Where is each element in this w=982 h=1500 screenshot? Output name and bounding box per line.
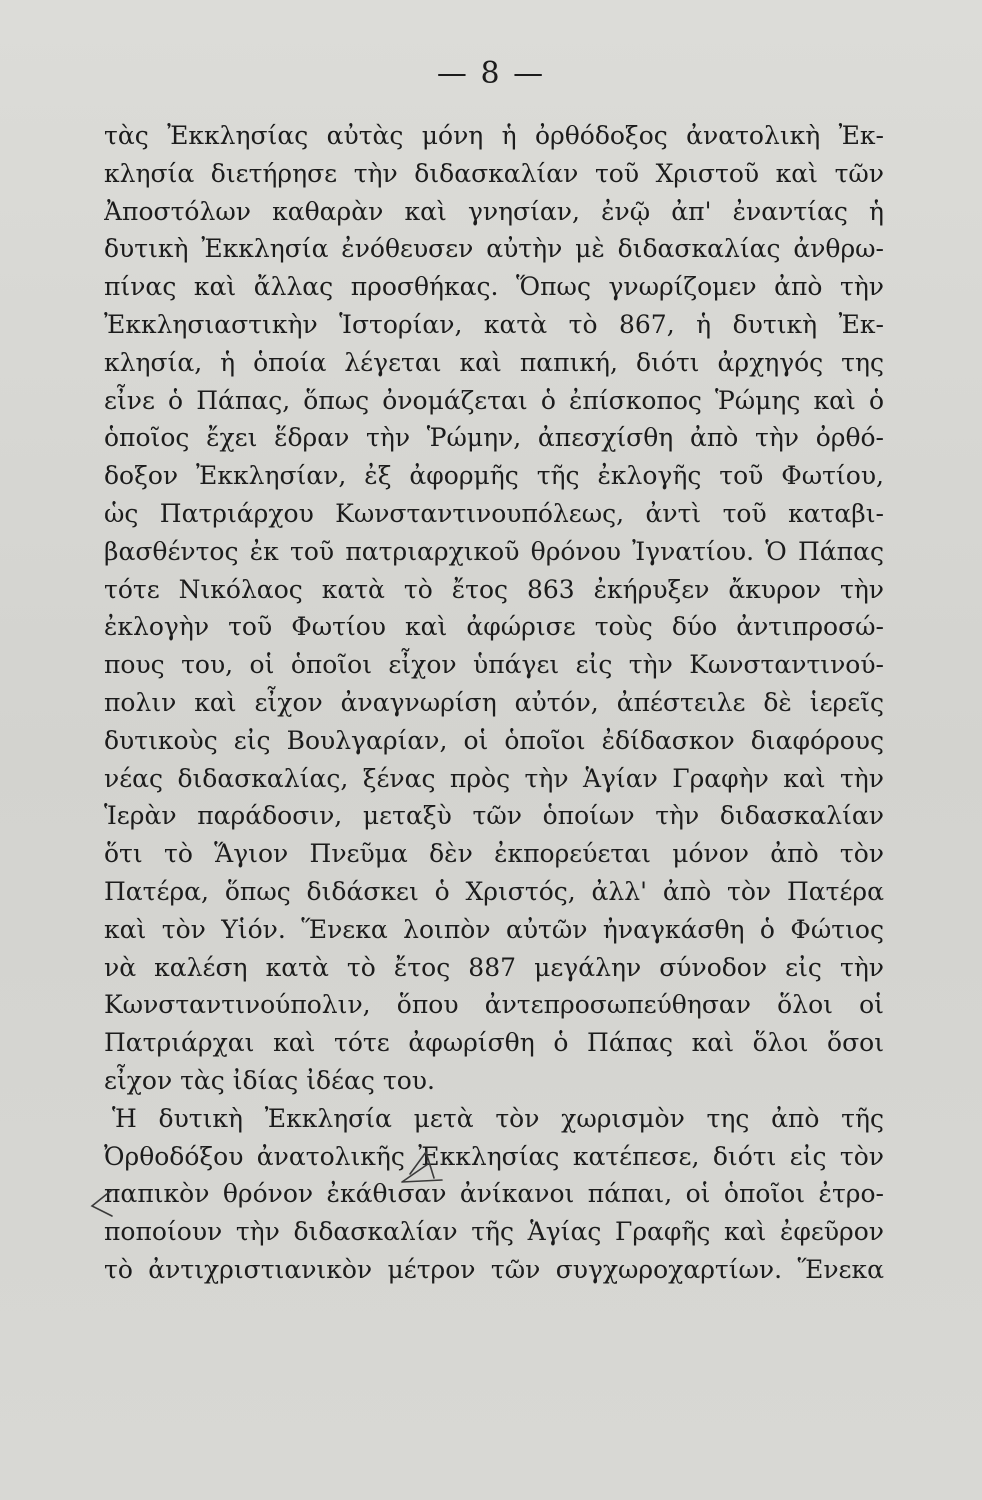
text-line: νὰ καλέση κατὰ τὸ ἔτος 887 μεγάλην σύνοδον εἰς τὴν (104, 952, 884, 982)
text-line: Ὀρθοδόξου ἀνατολικῆς Ἐκκλησίας κατέπεσε, διότι εἰς τὸν (104, 1141, 884, 1171)
text-line: εἶνε ὁ Πάπας, ὅπως ὀνομάζεται ὁ ἐπίσκοπος Ῥώμης καὶ ὁ (104, 385, 884, 415)
text-line: τότε Νικόλαος κατὰ τὸ ἔτος 863 ἐκήρυξεν ἄκυρον τὴν (104, 574, 884, 604)
text-line: τὰς Ἐκκλησίας αὐτὰς μόνη ἡ ὀρθόδοξος ἀνατολικὴ Ἐκ- (104, 121, 884, 150)
text-line: δυτικοὺς εἰς Βουλγαρίαν, οἱ ὁποῖοι ἐδίδασκον διαφόρους (104, 725, 884, 755)
paragraph-end-line: εἶχον τὰς ἰδίας ἰδέας του. (104, 1065, 435, 1095)
text-line: Πατέρα, ὅπως διδάσκει ὁ Χριστός, ἀλλ' ἀπὸ τὸν Πατέρα (104, 876, 884, 906)
text-line: ποποίουν τὴν διδασκαλίαν τῆς Ἁγίας Γραφῆς καὶ ἐφεῦρον (104, 1217, 884, 1247)
text-line: παπικὸν θρόνον ἐκάθισαν ἀνίκανοι πάπαι, οἱ ὁποῖοι ἐτρο- (104, 1179, 884, 1209)
text-line: Ἀποστόλων καθαρὰν καὶ γνησίαν, ἐνῷ ἀπ' ἐναντίας ἡ (104, 196, 884, 226)
text-line: Ἐκκλησιαστικὴν Ἱστορίαν, κατὰ τὸ 867, ἡ δυτικὴ Ἐκ- (104, 309, 884, 339)
text-line: ὡς Πατριάρχου Κωνσταντινουπόλεως, ἀντὶ τοῦ καταβι- (104, 498, 884, 528)
body-text (104, 117, 884, 1289)
text-line: νέας διδασκαλίας, ξένας πρὸς τὴν Ἁγίαν Γραφὴν καὶ τὴν (104, 763, 884, 793)
text-line: Κωνσταντινούπολιν, ὅπου ἀντεπροσωπεύθησαν ὅλοι οἱ (104, 990, 884, 1020)
paragraph-start-line: Ἡ δυτικὴ Ἐκκλησία μετὰ τὸν χωρισμὸν της ἀπὸ τῆς (112, 1103, 884, 1133)
text-line: ὁποῖος ἔχει ἕδραν τὴν Ῥώμην, ἀπεσχίσθη ἀπὸ τὴν ὀρθό- (104, 423, 884, 453)
text-line: κλησία, ἡ ὁποία λέγεται καὶ παπική, διότι ἀρχηγός της (104, 347, 884, 377)
text-line: πολιν καὶ εἶχον ἀναγνωρίση αὐτόν, ἀπέστειλε δὲ ἱερεῖς (104, 687, 884, 717)
text-line: δοξον Ἐκκλησίαν, ἐξ ἀφορμῆς τῆς ἐκλογῆς τοῦ Φωτίου, (104, 461, 884, 491)
text-line: πίνας καὶ ἄλλας προσθήκας. Ὅπως γνωρίζομεν ἀπὸ τὴν (104, 272, 884, 302)
text-line: Πατριάρχαι καὶ τότε ἀφωρίσθη ὁ Πάπας καὶ ὅλοι ὅσοι (104, 1028, 884, 1058)
text-line: πους του, οἱ ὁποῖοι εἶχον ὑπάγει εἰς τὴν Κωνσταντινού- (104, 650, 884, 680)
text-line: δυτικὴ Ἐκκλησία ἐνόθευσεν αὐτὴν μὲ διδασκαλίας ἀνθρω- (104, 234, 884, 264)
text-line: κλησία διετήρησε τὴν διδασκαλίαν τοῦ Χριστοῦ καὶ τῶν (104, 158, 884, 188)
text-line: ὅτι τὸ Ἅγιον Πνεῦμα δὲν ἐκπορεύεται μόνον ἀπὸ τὸν (104, 839, 884, 869)
text-line: Ἱερὰν παράδοσιν, μεταξὺ τῶν ὁποίων τὴν διδασκαλίαν (104, 801, 884, 831)
text-line: τὸ ἀντιχριστιανικὸν μέτρον τῶν συγχωροχαρτίων. Ἕνεκα (104, 1254, 884, 1284)
text-line: βασθέντος ἐκ τοῦ πατριαρχικοῦ θρόνου Ἰγνατίου. Ὁ Πάπας (104, 536, 884, 566)
text-line: ἐκλογὴν τοῦ Φωτίου καὶ ἀφώρισε τοὺς δύο ἀντιπροσώ- (104, 612, 884, 642)
text-line: καὶ τὸν Υἱόν. Ἕνεκα λοιπὸν αὐτῶν ἠναγκάσθη ὁ Φώτιος (104, 914, 884, 944)
page-number: — 8 — (436, 56, 546, 91)
